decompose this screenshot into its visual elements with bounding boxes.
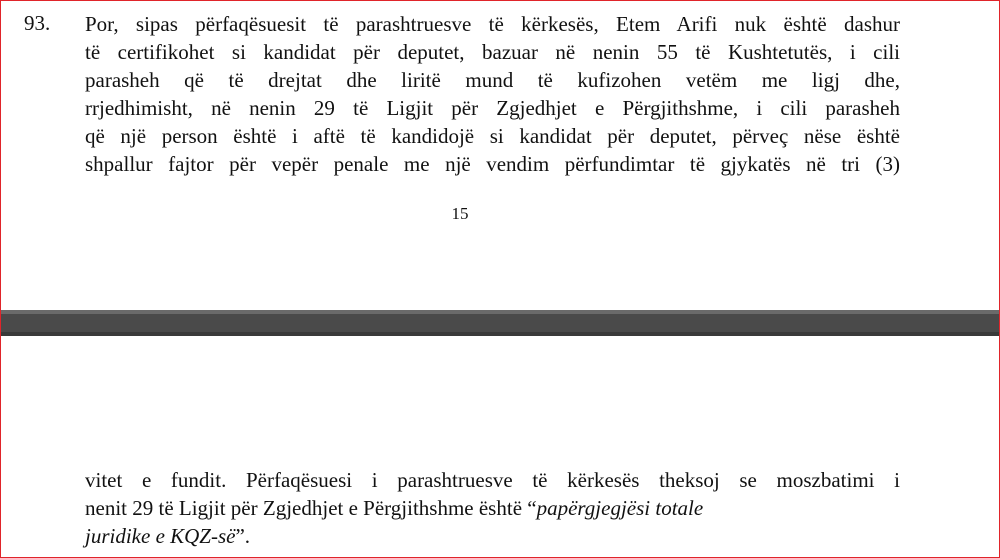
paragraph-line: parasheh që të drejtat dhe liritë mund të kufizohen vetëm me ligj dhe,: [85, 68, 900, 92]
paragraph-text: ”.: [235, 524, 251, 548]
page-number: 15: [451, 204, 469, 223]
paragraph-line: të certifikohet si kandidat për deputet, bazuar në nenin 55 të Kushtetutës, i cili: [85, 40, 900, 64]
paragraph-line: [85, 495, 900, 521]
paragraph-line: vitet e fundit. Përfaqësuesi i parashtruesve të kërkesës theksoj se moszbatimi i: [85, 468, 900, 492]
quoted-text: juridike e KQZ-së: [85, 524, 236, 548]
page-separator: [0, 310, 1000, 336]
paragraph-line: që një person është i aftë të kandidojë si kandidat për deputet, përveç nëse është: [85, 124, 900, 148]
paragraph-line: Por, sipas përfaqësuesit të parashtruesve të kërkesës, Etem Arifi nuk është dashur: [85, 12, 900, 36]
paragraph-line: shpallur fajtor për vepër penale me një vendim përfundimtar të gjykatës në tri (3): [85, 152, 900, 176]
paragraph-line: [85, 523, 900, 549]
document-page-16: [0, 336, 1000, 558]
quoted-text: papërgjegjësi totale: [536, 496, 704, 520]
paragraph-line: rrjedhimisht, në nenin 29 të Ligjit për Zgjedhjet e Përgjithshme, i cili parasheh: [85, 96, 900, 120]
paragraph-text: nenit 29 të Ligjit për Zgjedhjet e Përgjithshme është “: [85, 496, 537, 520]
paragraph-number: 93.: [24, 11, 51, 35]
separator-shade-top: [0, 310, 1000, 314]
